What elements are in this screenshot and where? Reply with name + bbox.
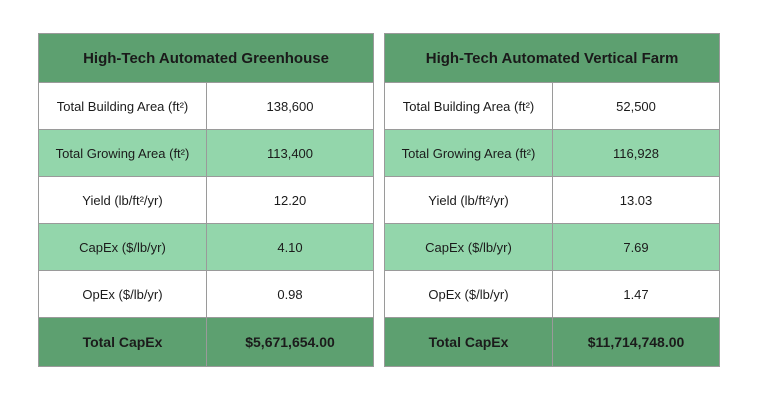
- total-value: $11,714,748.00: [553, 318, 720, 367]
- row-value: 1.47: [553, 271, 720, 318]
- greenhouse-table: [38, 33, 374, 367]
- table-row: [39, 177, 374, 224]
- table-row: [385, 224, 720, 271]
- row-label: Total Growing Area (ft²): [39, 130, 207, 177]
- table-row: [385, 177, 720, 224]
- total-row: [39, 318, 374, 367]
- row-value: 116,928: [553, 130, 720, 177]
- row-value: 4.10: [207, 224, 374, 271]
- row-label: OpEx ($/lb/yr): [385, 271, 553, 318]
- table-row: [39, 271, 374, 318]
- row-value: 13.03: [553, 177, 720, 224]
- table-row: [39, 83, 374, 130]
- row-label: OpEx ($/lb/yr): [39, 271, 207, 318]
- row-value: 12.20: [207, 177, 374, 224]
- table-row: [39, 130, 374, 177]
- vertical-farm-table: [384, 33, 720, 367]
- row-label: CapEx ($/lb/yr): [39, 224, 207, 271]
- row-label: Yield (lb/ft²/yr): [385, 177, 553, 224]
- table-row: [39, 224, 374, 271]
- table-header-row: [385, 34, 720, 83]
- row-label: Total Building Area (ft²): [39, 83, 207, 130]
- total-row: [385, 318, 720, 367]
- total-value: $5,671,654.00: [207, 318, 374, 367]
- row-value: 138,600: [207, 83, 374, 130]
- row-value: 7.69: [553, 224, 720, 271]
- row-value: 0.98: [207, 271, 374, 318]
- row-label: CapEx ($/lb/yr): [385, 224, 553, 271]
- table-header-row: [39, 34, 374, 83]
- table-row: [385, 83, 720, 130]
- table-row: [385, 130, 720, 177]
- table-title: High-Tech Automated Vertical Farm: [385, 34, 720, 83]
- table-row: [385, 271, 720, 318]
- row-value: 113,400: [207, 130, 374, 177]
- row-label: Yield (lb/ft²/yr): [39, 177, 207, 224]
- total-label: Total CapEx: [385, 318, 553, 367]
- row-label: Total Building Area (ft²): [385, 83, 553, 130]
- table-title: High-Tech Automated Greenhouse: [39, 34, 374, 83]
- row-label: Total Growing Area (ft²): [385, 130, 553, 177]
- row-value: 52,500: [553, 83, 720, 130]
- total-label: Total CapEx: [39, 318, 207, 367]
